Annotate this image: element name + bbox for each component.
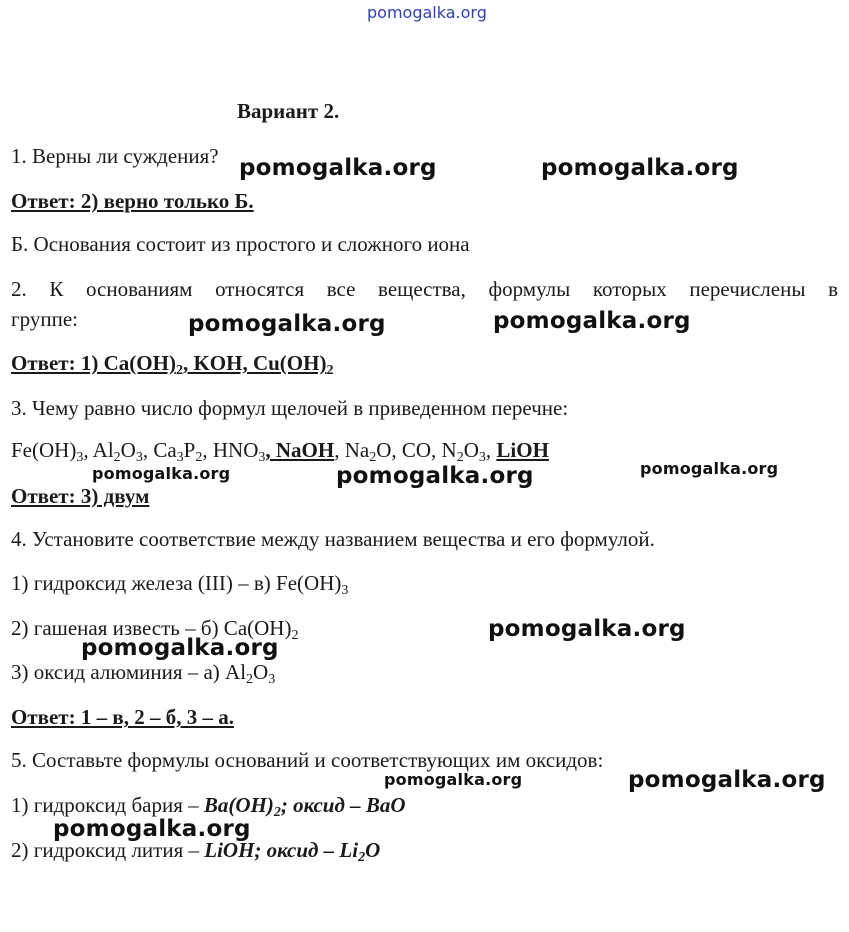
answer-3: Ответ: 3) двум: [11, 484, 150, 508]
watermark: pomogalka.org: [640, 459, 779, 478]
watermark: pomogalka.org: [541, 155, 739, 181]
question-2-line-1: 2. К основаниям относятся все вещества, формулы которых перечислены в: [11, 277, 838, 301]
question-5: 5. Составьте формулы оснований и соответствующих им оксидов:: [11, 748, 604, 772]
watermark: pomogalka.org: [336, 463, 534, 489]
watermark: pomogalka.org: [81, 635, 279, 661]
statement-b: Б. Основания состоит из простого и сложного иона: [11, 232, 470, 256]
watermark: pomogalka.org: [53, 816, 251, 842]
watermark: pomogalka.org: [488, 616, 686, 642]
match-item-2: 2) гашеная известь – б) $Ca(OH)_2$: [11, 616, 299, 643]
answer-2: Ответ: 1) $Ca(OH)_2$, KOH, $Cu(OH)_2$: [11, 351, 334, 378]
watermark: pomogalka.org: [384, 770, 523, 789]
question-1: 1. Верны ли суждения?: [11, 144, 219, 168]
match-item-3: 3) оксид алюминия – а) $Al_2O_3$: [11, 660, 276, 687]
question-4: 4. Установите соответствие между названием вещества и его формулой.: [11, 527, 655, 551]
base-item-2: 2) гидроксид лития – LiOH; оксид – $Li_2O$: [11, 838, 381, 865]
page-title: Вариант 2.: [237, 99, 340, 123]
watermark: pomogalka.org: [493, 308, 691, 334]
question-2-line-2: группе:: [11, 307, 78, 331]
lioh-highlight: LiOH: [496, 438, 549, 462]
formula-list: $Fe(OH)_3$, $Al_2O_3$, $Ca_3P_2$, $HNO_3$, NaOH, $Na_2O$, CO, $N_2O_3$, LiOH: [11, 438, 549, 465]
base-item-1: 1) гидроксид бария – $Ba(OH)_2$; оксид – BaO: [11, 793, 406, 820]
question-3: 3. Чему равно число формул щелочей в приведенном перечне:: [11, 396, 569, 420]
answer-1: Ответ: 2) верно только Б.: [11, 189, 254, 213]
watermark: pomogalka.org: [239, 155, 437, 181]
match-item-1: 1) гидроксид железа (III) – в) $Fe(OH)_3$: [11, 571, 349, 598]
answer-4: Ответ: 1 – в, 2 – б, 3 – а.: [11, 705, 234, 729]
watermark: pomogalka.org: [628, 767, 826, 793]
watermark: pomogalka.org: [188, 311, 386, 337]
watermark: pomogalka.org: [92, 464, 231, 483]
naoh-highlight: , NaOH: [265, 438, 335, 462]
header-watermark: pomogalka.org: [367, 3, 487, 22]
